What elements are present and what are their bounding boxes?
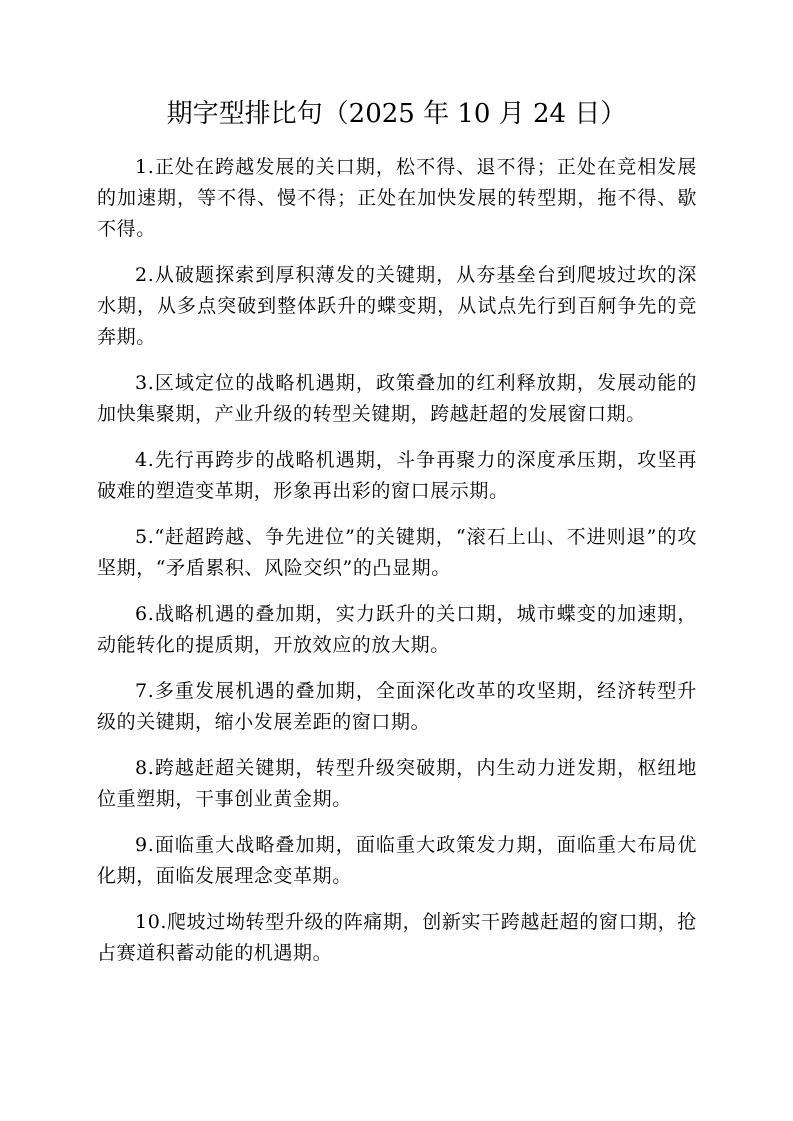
list-item: 5.“赶超跨越、争先进位”的关键期，“滚石上山、不进则退”的攻坚期，“矛盾累积、风险交织”的凸显期。 (97, 526, 697, 579)
list-item: 7.多重发展机遇的叠加期，全面深化改革的攻坚期，经济转型升级的关键期，缩小发展差距的窗口期。 (97, 680, 697, 733)
list-item: 8.跨越赶超关键期，转型升级突破期，内生动力迸发期，枢纽地位重塑期，干事创业黄金期。 (97, 757, 697, 810)
list-item: 10.爬坡过坳转型升级的阵痛期，创新实干跨越赶超的窗口期，抢占赛道积蓄动能的机遇期。 (97, 911, 697, 964)
page-title: 期字型排比句（2025 年 10 月 24 日） (166, 99, 627, 129)
list-item: 4.先行再跨步的战略机遇期，斗争再聚力的深度承压期，攻坚再破难的塑造变革期，形象再出彩的窗口展示期。 (97, 449, 697, 502)
item-list (97, 152, 697, 984)
list-item: 1.正处在跨越发展的关口期，松不得、退不得；正处在竞相发展的加速期，等不得、慢不得；正处在加快发展的转型期，拖不得、歇不得。 (97, 156, 697, 240)
list-item: 9.面临重大战略叠加期，面临重大政策发力期，面临重大布局优化期，面临发展理念变革期。 (97, 834, 697, 887)
list-item: 2.从破题探索到厚积薄发的关键期，从夯基垒台到爬坡过坎的深水期，从多点突破到整体跃升的蝶变期，从试点先行到百舸争先的竞奔期。 (97, 264, 697, 348)
list-item: 3.区域定位的战略机遇期，政策叠加的红利释放期，发展动能的加快集聚期，产业升级的转型关键期，跨越赶超的发展窗口期。 (97, 372, 697, 425)
list-item: 6.战略机遇的叠加期，实力跃升的关口期，城市蝶变的加速期，动能转化的提质期，开放效应的放大期。 (97, 603, 697, 656)
